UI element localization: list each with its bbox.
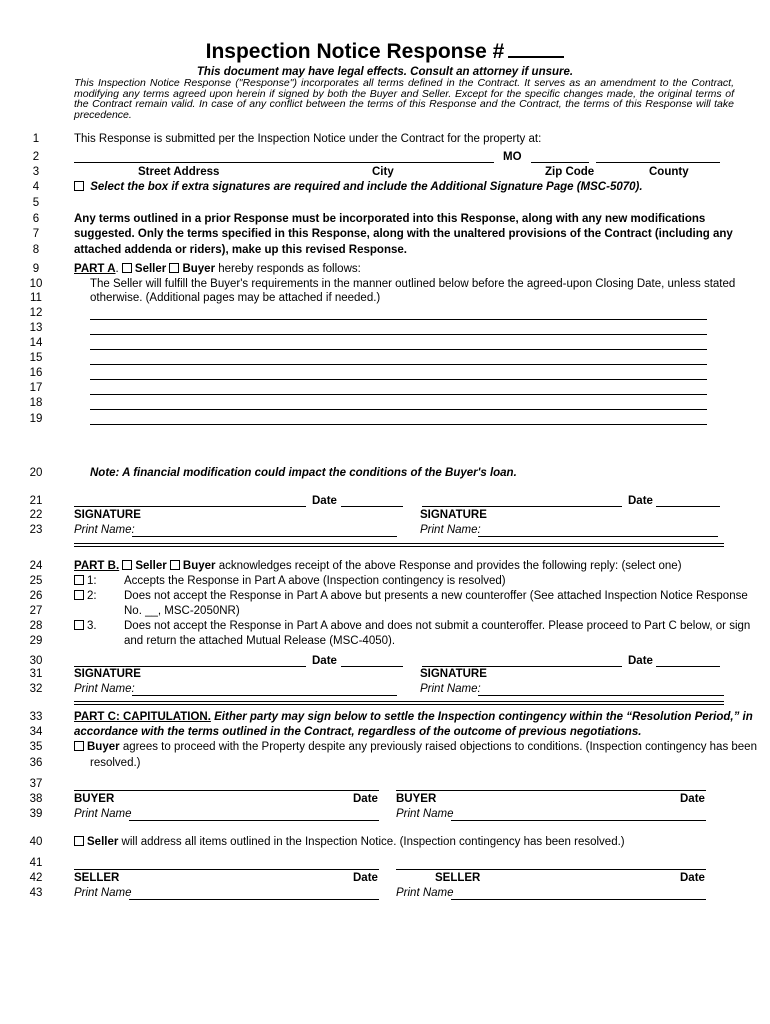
line-number: 12 bbox=[29, 307, 43, 319]
date-label: Date bbox=[628, 495, 653, 507]
prior-response-text: Any terms outlined in a prior Response must be incorporated into this Response, along with any new modifications bbox=[74, 213, 706, 225]
part-b-header bbox=[74, 560, 682, 572]
part-b-buyer-checkbox[interactable] bbox=[170, 560, 180, 570]
part-c-label: PART C: CAPITULATION. bbox=[74, 711, 211, 723]
line-number: 9 bbox=[32, 263, 40, 275]
line-number: 23 bbox=[29, 524, 43, 536]
part-a-text: The Seller will fulfill the Buyer's requirements in the manner outlined below before the agreed-upon Closing Date, unless stated bbox=[90, 278, 736, 290]
print-name-label: Print Name: bbox=[420, 683, 481, 695]
signature-label: SIGNATURE bbox=[74, 509, 141, 521]
line-number: 8 bbox=[32, 244, 40, 256]
option-2-text: No. __, MSC-2050NR) bbox=[124, 605, 240, 617]
line-number: 28 bbox=[29, 620, 43, 632]
line-number: 6 bbox=[32, 213, 40, 225]
extra-signatures-row bbox=[74, 181, 643, 193]
response-line[interactable] bbox=[90, 394, 707, 395]
street-address-label: Street Address bbox=[138, 166, 220, 178]
line-number: 19 bbox=[29, 413, 43, 425]
response-line[interactable] bbox=[90, 334, 707, 335]
line-number: 21 bbox=[29, 495, 43, 507]
option-1-number: 1: bbox=[87, 575, 97, 587]
seller-label: SELLER bbox=[435, 872, 481, 884]
option-1-text: Accepts the Response in Part A above (Inspection contingency is resolved) bbox=[124, 575, 506, 587]
zip-code-label: Zip Code bbox=[545, 166, 595, 178]
signature-line[interactable] bbox=[422, 506, 622, 507]
option-2 bbox=[74, 590, 97, 602]
option-2-number: 2: bbox=[87, 590, 97, 602]
print-name-label: Print Name bbox=[396, 808, 454, 820]
option-3-text: Does not accept the Response in Part A above and does not submit a counteroffer. Please proceed to Part C below, or sign bbox=[124, 620, 751, 632]
extra-signatures-checkbox[interactable] bbox=[74, 181, 84, 191]
print-name-field[interactable] bbox=[129, 820, 379, 821]
option-3-checkbox[interactable] bbox=[74, 620, 84, 630]
property-intro: This Response is submitted per the Inspection Notice under the Contract for the property at: bbox=[74, 133, 542, 145]
part-a-seller-label: Seller bbox=[134, 263, 167, 275]
line-number: 37 bbox=[29, 778, 43, 790]
buyer-capitulation-label: Buyer bbox=[87, 741, 120, 753]
part-a-buyer-label: Buyer bbox=[182, 263, 216, 275]
date-label: Date bbox=[680, 793, 705, 805]
signature-label: SIGNATURE bbox=[420, 509, 487, 521]
line-number: 36 bbox=[29, 757, 43, 769]
prior-response-text: suggested. Only the terms specified in this Response, along with the unaltered provisions of the Contract (including any bbox=[74, 228, 733, 240]
response-line[interactable] bbox=[90, 379, 707, 380]
option-1-checkbox[interactable] bbox=[74, 575, 84, 585]
seller-label: SELLER bbox=[74, 872, 120, 884]
part-b-buyer-label: Buyer bbox=[182, 560, 216, 572]
line-number: 5 bbox=[32, 197, 40, 209]
date-label: Date bbox=[680, 872, 705, 884]
section-divider bbox=[74, 543, 724, 547]
response-line[interactable] bbox=[90, 319, 707, 320]
date-field[interactable] bbox=[656, 506, 720, 507]
line-number: 32 bbox=[29, 683, 43, 695]
line-number: 4 bbox=[32, 181, 40, 193]
line-number: 26 bbox=[29, 590, 43, 602]
line-number: 30 bbox=[29, 655, 43, 667]
seller-signature-line[interactable] bbox=[74, 869, 379, 870]
line-number: 3 bbox=[32, 166, 40, 178]
street-address-field[interactable] bbox=[74, 162, 494, 163]
print-name-field[interactable] bbox=[132, 695, 397, 696]
line-number: 13 bbox=[29, 322, 43, 334]
option-2-text: Does not accept the Response in Part A above but presents a new counteroffer (See attached Inspection Notice Response bbox=[124, 590, 748, 602]
print-name-field[interactable] bbox=[451, 899, 706, 900]
option-3 bbox=[74, 620, 97, 632]
line-number: 18 bbox=[29, 397, 43, 409]
print-name-label: Print Name bbox=[74, 808, 132, 820]
line-number: 22 bbox=[29, 509, 43, 521]
seller-capitulation-label: Seller bbox=[87, 836, 119, 848]
document-title: Inspection Notice Response # bbox=[0, 40, 770, 64]
date-label: Date bbox=[312, 495, 337, 507]
print-name-field[interactable] bbox=[478, 536, 718, 537]
part-b-seller-label: Seller bbox=[135, 560, 167, 572]
line-number: 40 bbox=[29, 836, 43, 848]
buyer-signature-line[interactable] bbox=[396, 790, 706, 791]
response-line[interactable] bbox=[90, 349, 707, 350]
option-3-number: 3. bbox=[87, 620, 97, 632]
part-b-label: PART B. bbox=[74, 560, 120, 572]
line-number: 2 bbox=[32, 151, 40, 163]
part-c-header bbox=[74, 711, 753, 723]
part-a-seller-checkbox[interactable] bbox=[122, 263, 132, 273]
date-field[interactable] bbox=[656, 666, 720, 667]
part-a-text: otherwise. (Additional pages may be attached if needed.) bbox=[90, 292, 381, 304]
line-number: 31 bbox=[29, 668, 43, 680]
print-name-label: Print Name bbox=[396, 887, 454, 899]
line-number: 11 bbox=[30, 292, 42, 304]
buyer-label: BUYER bbox=[74, 793, 115, 805]
line-number: 15 bbox=[29, 352, 43, 364]
part-b-tail: acknowledges receipt of the above Response and provides the following reply: (select one) bbox=[218, 560, 682, 572]
print-name-label: Print Name bbox=[74, 887, 132, 899]
signature-line[interactable] bbox=[422, 666, 622, 667]
signature-line[interactable] bbox=[74, 506, 306, 507]
city-label: City bbox=[372, 166, 394, 178]
print-name-field[interactable] bbox=[451, 820, 706, 821]
date-label: Date bbox=[628, 655, 653, 667]
line-number: 34 bbox=[29, 726, 43, 738]
buyer-capitulation-text: agrees to proceed with the Property despite any previously raised objections to conditions. (Inspection contingency has been bbox=[122, 741, 757, 753]
print-name-field[interactable] bbox=[129, 899, 379, 900]
zip-code-field[interactable] bbox=[531, 162, 589, 163]
county-field[interactable] bbox=[596, 162, 720, 163]
part-a-header: PART A. Seller Buyer hereby responds as follows: bbox=[74, 263, 361, 275]
buyer-signature-line[interactable] bbox=[74, 790, 379, 791]
line-number: 33 bbox=[29, 711, 43, 723]
line-number: 1 bbox=[32, 133, 40, 145]
line-number: 7 bbox=[32, 228, 40, 240]
date-label: Date bbox=[353, 793, 378, 805]
response-number-field[interactable] bbox=[508, 55, 564, 58]
line-number: 14 bbox=[29, 337, 43, 349]
print-name-field[interactable] bbox=[132, 536, 397, 537]
extra-signatures-label: Select the box if extra signatures are required and include the Additional Signature Page (MSC-5070). bbox=[90, 181, 643, 193]
option-1 bbox=[74, 575, 97, 587]
print-name-label: Print Name: bbox=[74, 524, 135, 536]
section-divider bbox=[74, 701, 724, 705]
line-number: 41 bbox=[29, 857, 43, 869]
line-number: 16 bbox=[29, 367, 43, 379]
part-c-text: Either party may sign below to settle the Inspection contingency within the “Resolution Period,” in bbox=[214, 711, 753, 723]
line-number: 39 bbox=[29, 808, 43, 820]
prior-response-text: attached addenda or riders), make up this revised Response. bbox=[74, 244, 407, 256]
response-line[interactable] bbox=[90, 409, 707, 410]
part-b-seller-checkbox[interactable] bbox=[122, 560, 132, 570]
line-number: 27 bbox=[29, 605, 43, 617]
part-a-buyer-checkbox[interactable] bbox=[169, 263, 179, 273]
print-name-field[interactable] bbox=[478, 695, 724, 696]
response-line[interactable] bbox=[90, 364, 707, 365]
date-label: Date bbox=[312, 655, 337, 667]
line-number: 38 bbox=[29, 793, 43, 805]
line-number: 35 bbox=[29, 741, 43, 753]
seller-signature-line[interactable] bbox=[396, 869, 706, 870]
buyer-capitulation-row bbox=[74, 741, 757, 753]
state-label: MO bbox=[503, 151, 522, 163]
line-number: 25 bbox=[29, 575, 43, 587]
loan-note: Note: A financial modification could impact the conditions of the Buyer's loan. bbox=[90, 467, 517, 479]
date-label: Date bbox=[353, 872, 378, 884]
legal-warning: This document may have legal effects. Consult an attorney if unsure. bbox=[196, 66, 574, 78]
signature-label: SIGNATURE bbox=[74, 668, 141, 680]
print-name-label: Print Name: bbox=[74, 683, 135, 695]
part-a-label: PART A bbox=[74, 263, 116, 275]
line-number: 17 bbox=[29, 382, 43, 394]
signature-line[interactable] bbox=[74, 666, 306, 667]
print-name-label: Print Name: bbox=[420, 524, 481, 536]
signature-label: SIGNATURE bbox=[420, 668, 487, 680]
seller-capitulation-text: will address all items outlined in the Inspection Notice. (Inspection contingency has been resolved.) bbox=[121, 836, 625, 848]
part-c-text: accordance with the terms outlined in the Contract, regardless of the outcome of previous negotiations. bbox=[74, 726, 642, 738]
buyer-capitulation-checkbox[interactable] bbox=[74, 741, 84, 751]
county-label: County bbox=[649, 166, 689, 178]
date-field[interactable] bbox=[341, 666, 403, 667]
date-field[interactable] bbox=[341, 506, 403, 507]
buyer-label: BUYER bbox=[396, 793, 437, 805]
line-number: 20 bbox=[29, 467, 43, 479]
line-number: 42 bbox=[29, 872, 43, 884]
option-2-checkbox[interactable] bbox=[74, 590, 84, 600]
seller-capitulation-row bbox=[74, 836, 625, 848]
line-number: 43 bbox=[29, 887, 43, 899]
response-line[interactable] bbox=[90, 424, 707, 425]
line-number: 10 bbox=[29, 278, 43, 290]
seller-capitulation-checkbox[interactable] bbox=[74, 836, 84, 846]
line-number: 29 bbox=[29, 635, 43, 647]
intro-paragraph: This Inspection Notice Response ("Response") incorporates all terms defined in the Contract. It serves as an amendment to the Contract, modifying any terms agreed upon herein if signed by both the Buyer and Seller. Except for the specific changes made, the original terms of the Contract remain valid. In case of any conflict between the terms of this Response and the Contract, the terms of this Response will take precedence. bbox=[74, 77, 734, 121]
buyer-capitulation-text: resolved.) bbox=[90, 757, 141, 769]
option-3-text: and return the attached Mutual Release (MSC-4050). bbox=[124, 635, 396, 647]
line-number: 24 bbox=[29, 560, 43, 572]
part-a-tail: hereby responds as follows: bbox=[218, 263, 361, 275]
